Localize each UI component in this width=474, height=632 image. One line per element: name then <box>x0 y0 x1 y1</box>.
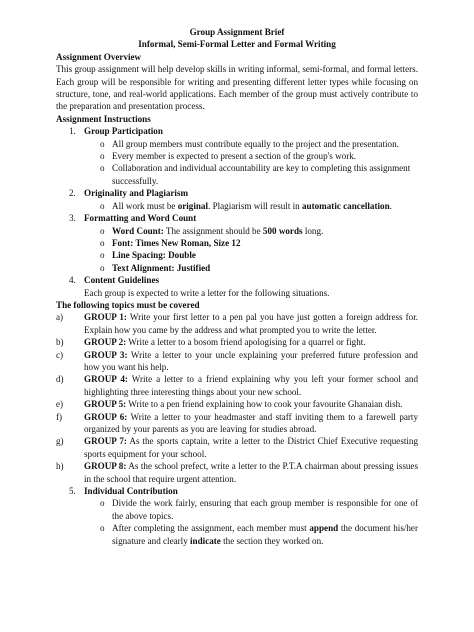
topic-text: Write a letter to your uncle explaining your preferred future profession and how you want his help. <box>84 349 418 372</box>
instructions-heading: Assignment Instructions <box>56 113 151 124</box>
bullet-marker: o <box>100 138 105 149</box>
list-item <box>100 249 418 261</box>
item-number: 3. <box>69 213 76 224</box>
bullet-marker: o <box>100 200 105 211</box>
instruction-item-formatting <box>56 212 418 224</box>
topic-text: Write your first letter to a pen pal you have just gotten a foreign address for. Explain how you came by the address and what prompted you to write the letter. <box>84 312 418 335</box>
content-guidelines-text: Each group is expected to write a letter for the following situations. <box>84 287 330 298</box>
word-count-value: 500 words <box>262 225 303 236</box>
topic-item <box>56 311 418 336</box>
topic-item <box>56 349 418 374</box>
topic-item <box>56 336 418 348</box>
topic-item <box>56 435 418 460</box>
instruction-item-individual-contribution <box>56 485 418 497</box>
topic-item <box>56 373 418 398</box>
group-label: GROUP 4: <box>84 374 128 385</box>
topic-text: Write a letter to a friend explaining why you left your former school and highlighting three interesting things about your new school. <box>84 374 418 397</box>
topic-letter: d) <box>56 374 64 385</box>
group-label: GROUP 6: <box>84 411 128 422</box>
list-item <box>100 237 418 249</box>
topic-item <box>56 411 418 436</box>
bold-indicate: indicate <box>190 535 221 546</box>
topics-heading: The following topics must be covered <box>56 299 200 310</box>
font-requirement: Font: Times New Roman, Size 12 <box>112 237 241 248</box>
bullet-text-mid: the document his/her signature and clearly <box>112 523 418 546</box>
topic-text: As the school prefect, write a letter to the P.T.A chairman about pressing issues in the school that require urgent attention. <box>84 461 418 484</box>
bullet-text-mid: . Plagiarism will result in <box>208 200 302 211</box>
topic-item <box>56 460 418 485</box>
item-number: 5. <box>69 486 76 497</box>
bullet-marker: o <box>100 262 105 273</box>
topic-letter: g) <box>56 436 64 447</box>
list-item <box>100 138 418 150</box>
bullet-marker: o <box>100 151 105 162</box>
overview-heading: Assignment Overview <box>56 51 142 62</box>
item-label: Formatting and Word Count <box>84 213 197 224</box>
topic-letter: a) <box>56 312 64 323</box>
bullet-text: Every member is expected to present a section of the group's work. <box>112 151 357 162</box>
word-count-label: Word Count: <box>112 225 164 236</box>
group-label: GROUP 8: <box>84 461 127 472</box>
text-alignment-requirement: Text Alignment: Justified <box>112 262 211 273</box>
list-item <box>100 497 418 522</box>
bullet-text: Divide the work fairly, ensuring that each group member is responsible for one of the above topics. <box>112 498 418 521</box>
list-item <box>100 162 418 187</box>
list-item <box>100 200 418 212</box>
word-count-pre: The assignment should be <box>163 225 263 236</box>
bold-original: original <box>177 200 209 211</box>
list-item <box>100 150 418 162</box>
originality-bullets <box>100 200 418 212</box>
bullet-marker: o <box>100 498 105 509</box>
topic-letter: h) <box>56 461 64 472</box>
participation-bullets <box>100 138 418 188</box>
document-title: Group Assignment Brief <box>189 27 285 37</box>
item-label: Individual Contribution <box>84 486 178 497</box>
list-item <box>100 225 418 237</box>
word-count-post: long. <box>302 225 324 236</box>
topic-letter: b) <box>56 337 64 348</box>
bullet-text: Collaboration and individual accountability are key to completing this assignment successfully. <box>112 163 411 186</box>
overview-paragraph: This group assignment will help develop skills in writing informal, semi-formal, and formal letters. Each group will be responsible for writing and presenting different letter types while focusing on structure, tone, and real-world applications. Each member of the group must actively contribute to the preparation and presentation process. <box>56 64 418 112</box>
topic-letter: c) <box>56 349 64 360</box>
topics-list <box>56 311 418 485</box>
topic-text: Write to a pen friend explaining how to cook your favourite Ghanaian dish. <box>126 399 403 410</box>
bullet-marker: o <box>100 237 105 248</box>
individual-bullets <box>100 497 418 547</box>
bullet-text: All group members must contribute equally to the project and the presentation. <box>112 138 399 149</box>
list-item <box>100 262 418 274</box>
item-number: 1. <box>69 126 76 137</box>
list-item <box>100 522 418 547</box>
bullet-marker: o <box>100 225 105 236</box>
formatting-bullets <box>100 225 418 275</box>
topic-text: Write a letter to a bosom friend apologising for a quarrel or fight. <box>126 337 366 348</box>
bullet-marker: o <box>100 523 105 534</box>
bold-append: append <box>309 523 339 534</box>
item-label: Content Guidelines <box>84 275 160 286</box>
instruction-item-originality <box>56 187 418 199</box>
document-subtitle: Informal, Semi-Formal Letter and Formal Writing <box>138 39 336 50</box>
group-label: GROUP 7: <box>84 436 127 447</box>
topic-text: As the sports captain, write a letter to the District Chief Executive requesting sports equipment for your school. <box>84 436 419 459</box>
topic-item <box>56 398 418 410</box>
item-number: 4. <box>69 275 76 286</box>
bold-automatic-cancellation: automatic cancellation <box>301 200 390 211</box>
instruction-item-group-participation <box>56 125 418 137</box>
topic-text: Write a letter to your headmaster and staff inviting them to a farewell party organized by your parents as you are leaving for studies abroad. <box>84 411 419 434</box>
bullet-text-post: . <box>389 200 392 211</box>
line-spacing-requirement: Line Spacing: Double <box>112 250 196 261</box>
bullet-marker: o <box>100 163 105 174</box>
group-label: GROUP 2: <box>84 337 127 348</box>
bullet-text-post: the section they worked on. <box>220 535 324 546</box>
bullet-text-pre: After completing the assignment, each member must <box>112 523 310 534</box>
item-number: 2. <box>69 188 76 199</box>
topic-letter: e) <box>56 399 64 410</box>
item-label: Group Participation <box>84 126 163 137</box>
bullet-marker: o <box>100 250 105 261</box>
instruction-item-content-guidelines <box>56 274 418 286</box>
topic-letter: f) <box>56 411 63 422</box>
bullet-text-pre: All work must be <box>112 200 178 211</box>
item-label: Originality and Plagiarism <box>84 188 189 199</box>
group-label: GROUP 3: <box>84 349 128 360</box>
group-label: GROUP 5: <box>84 399 127 410</box>
group-label: GROUP 1: <box>84 312 127 323</box>
